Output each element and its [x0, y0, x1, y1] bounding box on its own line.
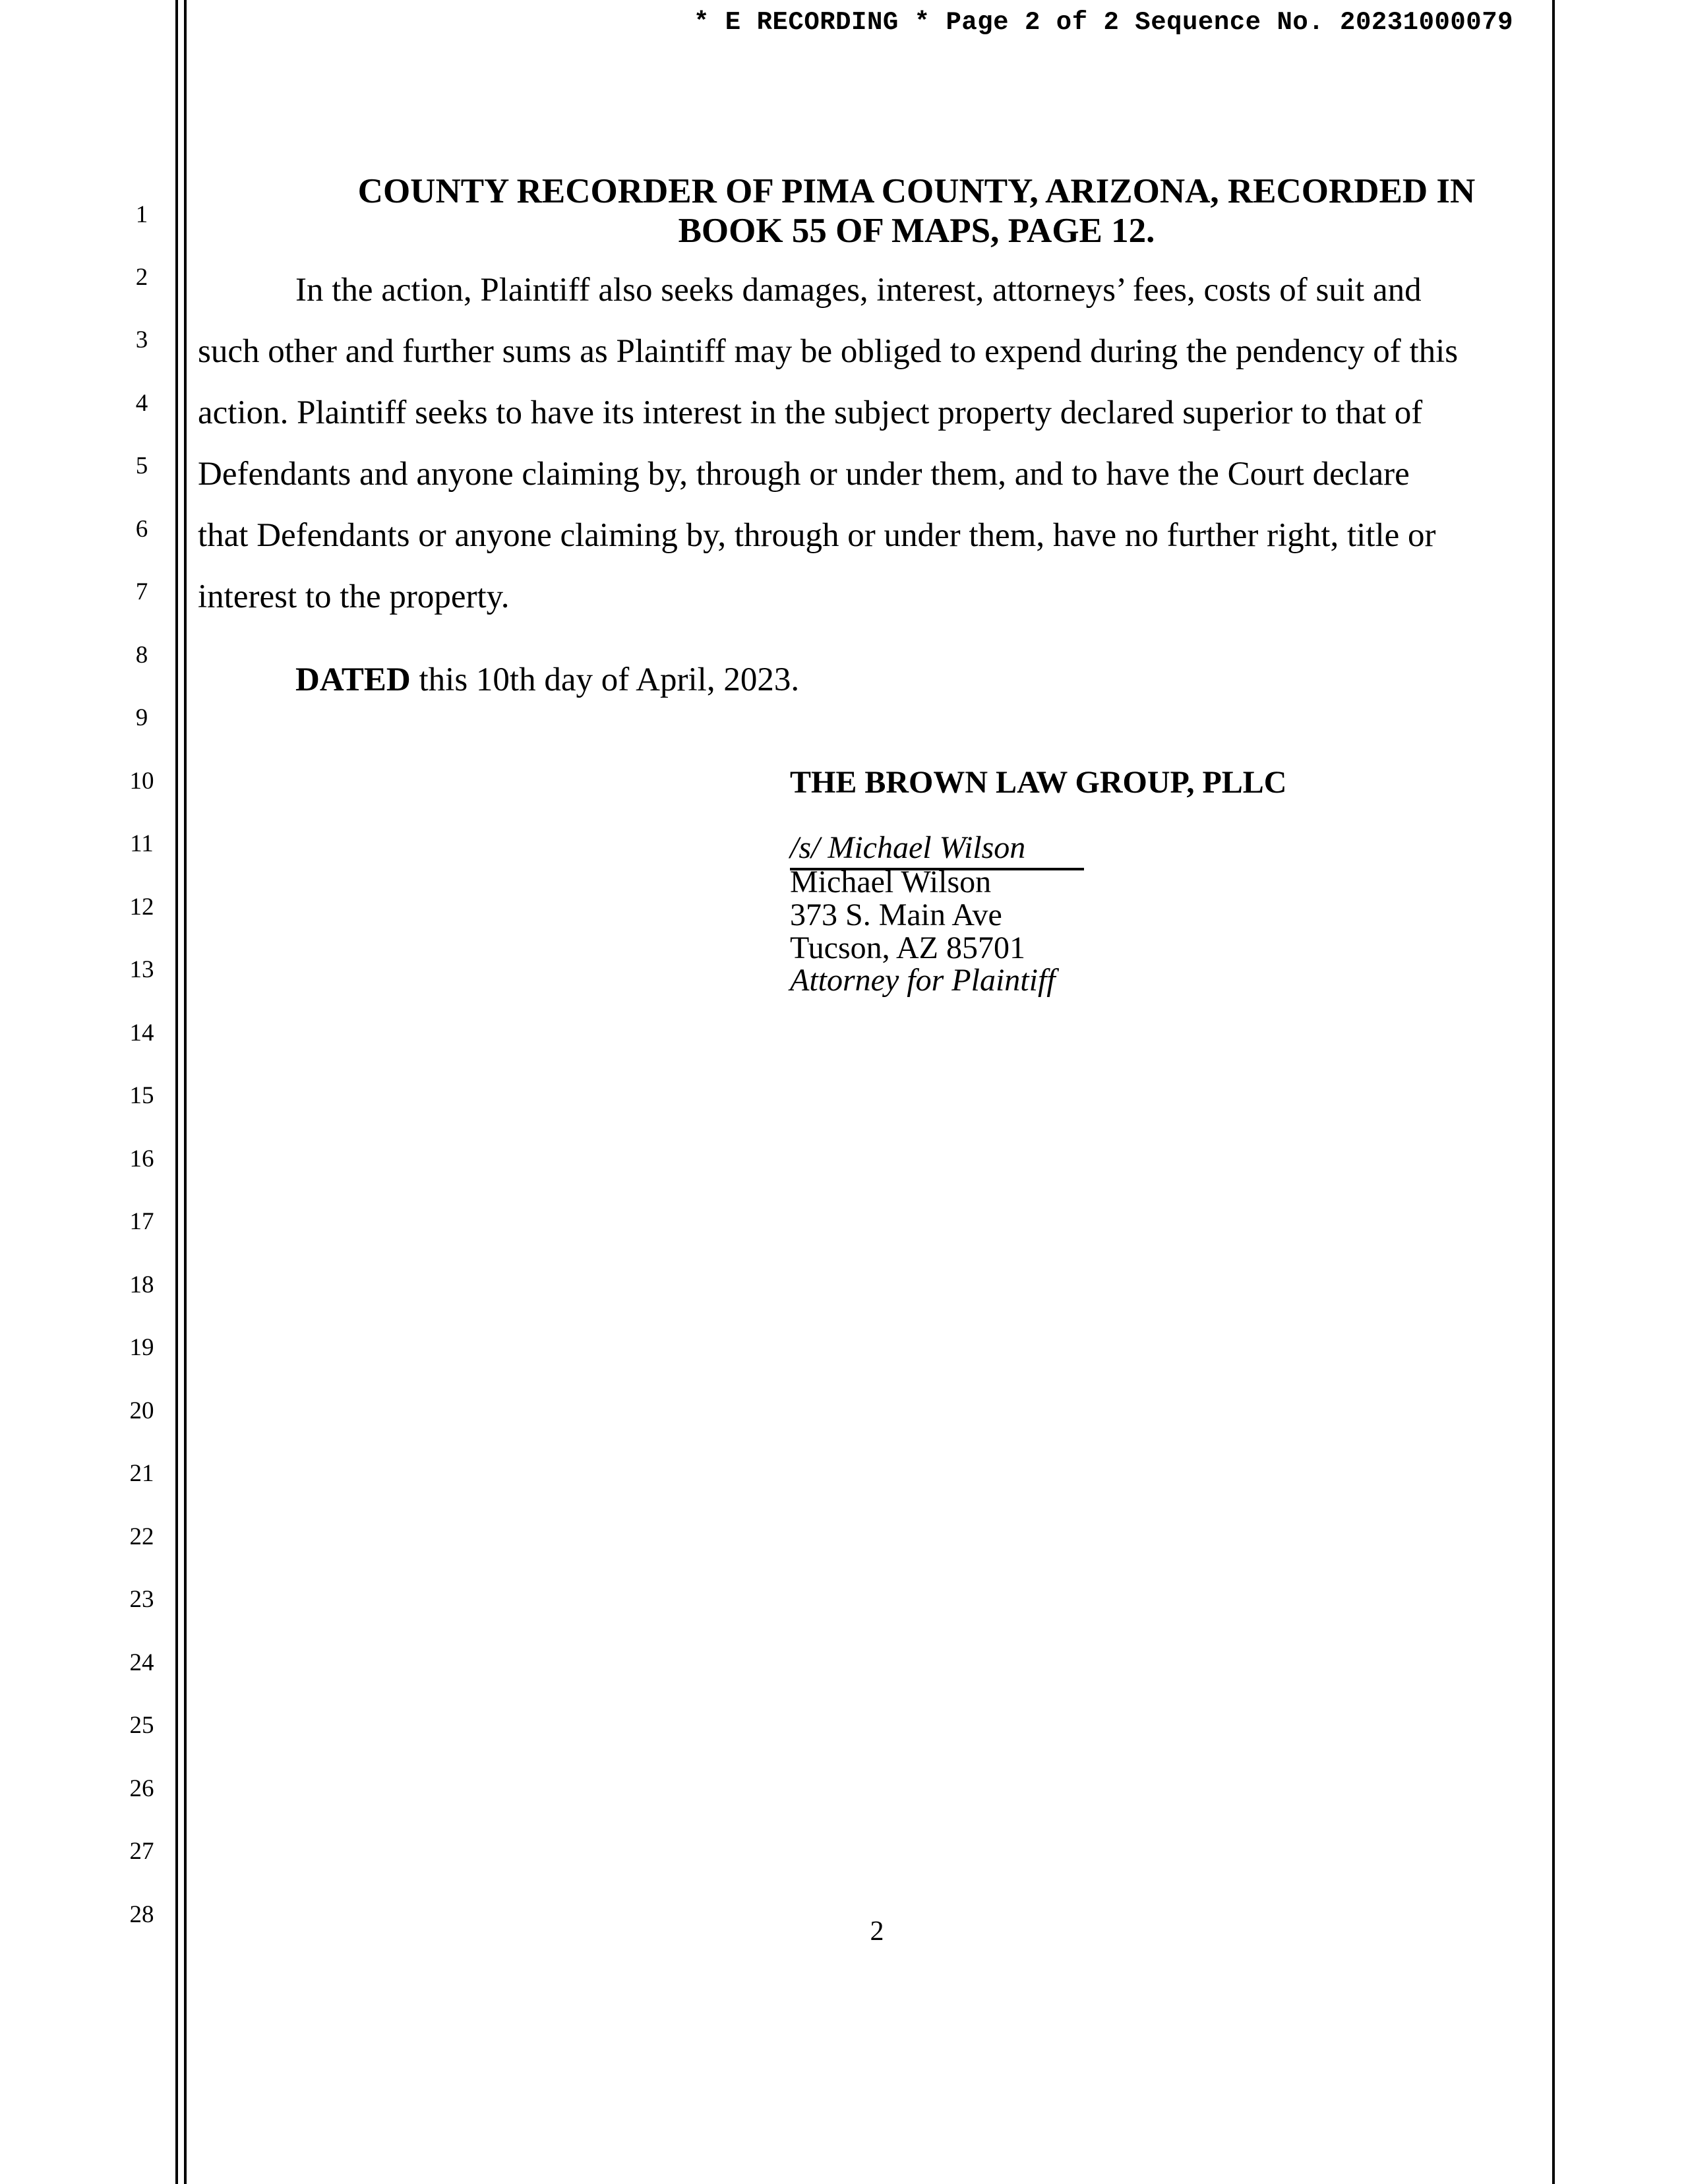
left-margin-rule-outer: [175, 0, 178, 2184]
line-number: 17: [129, 1208, 154, 1235]
address-line-2: Tucson, AZ 85701: [790, 930, 1025, 965]
body-line: such other and further sums as Plaintiff may be obliged to expend during the pendency of this: [198, 333, 1459, 370]
line-number: 16: [129, 1145, 154, 1172]
left-margin-rule-inner: [184, 0, 187, 2184]
line-number: 25: [129, 1712, 154, 1739]
attorney-role: Attorney for Plaintiff: [790, 963, 1056, 998]
body-line: interest to the property.: [198, 578, 510, 615]
line-number: 3: [135, 326, 148, 353]
line-number: 11: [130, 830, 154, 857]
dated-line: [295, 663, 799, 697]
electronic-signature: /s/ Michael Wilson: [790, 832, 1084, 870]
law-firm-name: THE BROWN LAW GROUP, PLLC: [790, 765, 1287, 800]
line-number: 12: [129, 894, 154, 921]
line-number: 19: [129, 1334, 154, 1361]
line-number: 13: [129, 956, 154, 983]
attorney-name: Michael Wilson: [790, 864, 992, 899]
line-number: 14: [129, 1019, 154, 1046]
line-number: 24: [129, 1649, 154, 1676]
line-number: 18: [129, 1271, 154, 1298]
line-number: 4: [135, 390, 148, 417]
line-number: 26: [129, 1775, 154, 1802]
document-title-line-2: BOOK 55 OF MAPS, PAGE 12.: [678, 212, 1155, 250]
line-number: 22: [129, 1523, 154, 1550]
line-number: 9: [135, 704, 148, 731]
line-number: 27: [129, 1838, 154, 1865]
line-number: 6: [135, 516, 148, 543]
line-number: 1: [135, 201, 148, 228]
line-number: 21: [129, 1460, 154, 1487]
line-number: 28: [129, 1901, 154, 1928]
line-number: 15: [129, 1082, 154, 1109]
body-line: action. Plaintiff seeks to have its interest in the subject property declared superior to that of: [198, 394, 1423, 431]
recording-header: * E RECORDING * Page 2 of 2 Sequence No. 20231000079: [694, 8, 1513, 37]
line-number: 10: [129, 768, 154, 795]
page-number: 2: [870, 1916, 884, 1947]
dated-label: DATED: [295, 661, 411, 698]
body-line: Defendants and anyone claiming by, through or under them, and to have the Court declare: [198, 456, 1410, 493]
document-title-line-1: COUNTY RECORDER OF PIMA COUNTY, ARIZONA, RECORDED IN: [357, 172, 1476, 210]
line-number: 7: [135, 578, 148, 605]
line-number: 2: [135, 264, 148, 291]
line-number: 8: [135, 642, 148, 669]
address-line-1: 373 S. Main Ave: [790, 897, 1002, 932]
dated-text: this 10th day of April, 2023.: [410, 661, 800, 698]
line-number: 5: [135, 452, 148, 479]
body-line: In the action, Plaintiff also seeks damages, interest, attorneys’ fees, costs of suit and: [295, 272, 1422, 309]
line-number: 20: [129, 1397, 154, 1424]
right-margin-rule: [1552, 0, 1555, 2184]
line-number: 23: [129, 1586, 154, 1613]
body-line: that Defendants or anyone claiming by, through or under them, have no further right, title or: [198, 517, 1436, 554]
